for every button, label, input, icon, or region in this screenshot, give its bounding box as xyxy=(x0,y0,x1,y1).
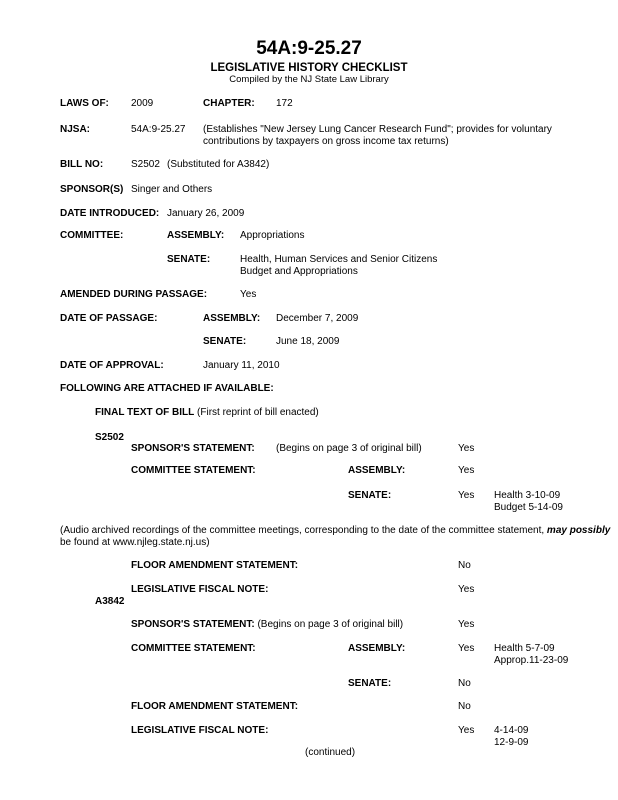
statute-title: 54A:9-25.27 xyxy=(256,38,362,59)
njsa-description-line1: (Establishes "New Jersey Lung Cancer Research Fund"; provides for voluntary xyxy=(203,124,552,135)
a3842-fiscal-value: Yes xyxy=(458,725,475,736)
passage-assembly-label: ASSEMBLY: xyxy=(203,313,261,324)
passage-assembly-value: December 7, 2009 xyxy=(276,313,359,324)
s2502-assembly-label: ASSEMBLY: xyxy=(348,465,406,476)
s2502-floor-value: No xyxy=(458,560,471,571)
s2502-committee-label: COMMITTEE STATEMENT: xyxy=(131,465,256,476)
final-text-note: (First reprint of bill enacted) xyxy=(197,407,319,418)
sponsors-label: SPONSOR(S) xyxy=(60,184,124,195)
s2502-senate-label: SENATE: xyxy=(348,490,392,501)
checklist-title: LEGISLATIVE HISTORY CHECKLIST xyxy=(210,62,408,74)
committee-senate-label: SENATE: xyxy=(167,254,211,265)
a3842-sponsor-row xyxy=(131,619,403,631)
passage-senate-value: June 18, 2009 xyxy=(276,336,340,347)
bill-no-note: (Substituted for A3842) xyxy=(167,159,270,170)
passage-senate-label: SENATE: xyxy=(203,336,247,347)
s2502-sponsor-label: SPONSOR'S STATEMENT: xyxy=(131,443,255,454)
a3842-committee-label: COMMITTEE STATEMENT: xyxy=(131,643,256,654)
committee-label: COMMITTEE: xyxy=(60,230,124,241)
committee-senate-value-1: Health, Human Services and Senior Citizens xyxy=(240,254,438,265)
compiled-by: Compiled by the NJ State Law Library xyxy=(229,74,389,85)
continued-note: (continued) xyxy=(305,747,356,758)
approval-value: January 11, 2010 xyxy=(203,360,280,371)
final-text-row xyxy=(95,407,319,419)
s2502-floor-label: FLOOR AMENDMENT STATEMENT: xyxy=(131,560,299,571)
amended-label: AMENDED DURING PASSAGE: xyxy=(60,289,208,300)
bill-no-value: S2502 xyxy=(131,159,160,170)
audio-note-text: (Audio archived recordings of the committee meetings, corresponding to the date of the committee statement, xyxy=(60,525,547,536)
laws-of-value: 2009 xyxy=(131,98,154,109)
passage-label: DATE OF PASSAGE: xyxy=(60,313,158,324)
a3842-sponsor-note: (Begins on page 3 of original bill) xyxy=(257,619,404,630)
audio-note-emphasis: may possibly xyxy=(546,525,611,536)
njsa-value: 54A:9-25.27 xyxy=(131,124,186,135)
a3842-floor-label: FLOOR AMENDMENT STATEMENT: xyxy=(131,701,299,712)
a3842-fiscal-detail-2: 12-9-09 xyxy=(494,737,529,748)
a3842-assembly-label: ASSEMBLY: xyxy=(348,643,406,654)
final-text-label: FINAL TEXT OF BILL xyxy=(95,407,195,418)
s2502-senate-detail-1: Health 3-10-09 xyxy=(494,490,561,501)
s2502-senate-value: Yes xyxy=(458,490,475,501)
njsa-description-line2: contributions by taxpayers on gross income tax returns) xyxy=(203,136,449,147)
a3842-sponsor-label: SPONSOR'S STATEMENT: xyxy=(131,619,255,630)
approval-label: DATE OF APPROVAL: xyxy=(60,360,164,371)
audio-note-line1 xyxy=(60,525,610,537)
sponsors-value: Singer and Others xyxy=(131,184,213,195)
s2502-sponsor-value: Yes xyxy=(458,443,475,454)
bill-no-label: BILL NO: xyxy=(60,159,104,170)
a3842-assembly-detail-2: Approp.11-23-09 xyxy=(494,655,569,666)
a3842-bill: A3842 xyxy=(95,596,125,607)
attached-heading: FOLLOWING ARE ATTACHED IF AVAILABLE: xyxy=(60,383,274,394)
s2502-senate-detail-2: Budget 5-14-09 xyxy=(494,502,563,513)
date-introduced-label: DATE INTRODUCED: xyxy=(60,208,160,219)
committee-senate-value-2: Budget and Appropriations xyxy=(240,266,358,277)
chapter-label: CHAPTER: xyxy=(203,98,255,109)
a3842-senate-label: SENATE: xyxy=(348,678,392,689)
committee-assembly-label: ASSEMBLY: xyxy=(167,230,225,241)
amended-value: Yes xyxy=(240,289,257,300)
a3842-sponsor-value: Yes xyxy=(458,619,475,630)
chapter-value: 172 xyxy=(276,98,293,109)
a3842-fiscal-detail-1: 4-14-09 xyxy=(494,725,529,736)
committee-assembly-value: Appropriations xyxy=(240,230,305,241)
s2502-fiscal-value: Yes xyxy=(458,584,475,595)
audio-note-line2: be found at www.njleg.state.nj.us) xyxy=(60,537,210,548)
a3842-assembly-value: Yes xyxy=(458,643,475,654)
laws-of-label: LAWS OF: xyxy=(60,98,109,109)
a3842-assembly-detail-1: Health 5-7-09 xyxy=(494,643,555,654)
s2502-fiscal-label: LEGISLATIVE FISCAL NOTE: xyxy=(131,584,269,595)
s2502-sponsor-note: (Begins on page 3 of original bill) xyxy=(276,443,422,454)
s2502-bill: S2502 xyxy=(95,432,124,443)
a3842-fiscal-label: LEGISLATIVE FISCAL NOTE: xyxy=(131,725,269,736)
njsa-label: NJSA: xyxy=(60,124,91,135)
s2502-assembly-value: Yes xyxy=(458,465,475,476)
a3842-floor-value: No xyxy=(458,701,471,712)
date-introduced-value: January 26, 2009 xyxy=(167,208,245,219)
a3842-senate-value: No xyxy=(458,678,471,689)
